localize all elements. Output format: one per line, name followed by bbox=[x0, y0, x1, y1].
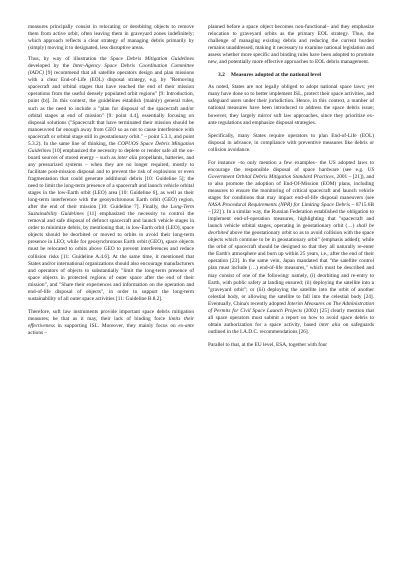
paragraph bbox=[28, 309, 194, 337]
emphasized-text: ex-ante bbox=[178, 322, 194, 329]
emphasized-text: shall be deorbited bbox=[208, 223, 374, 237]
text-run: (2002) [25] clearly mention that all space operators must submit a report on how to avoid space debris to obtain authorization for a space activity, based bbox=[208, 307, 374, 328]
emphasized-text: Interim Measures on The Administration of Permits for Civil Space Launch Projects bbox=[208, 300, 374, 314]
text-run: – 8715.6B – [22] ). In a similar way, the Russian Federation established the obligation to implement end-of-operation measures, highlighting that "spacecraft and launch vehicle orbital stages, operating in geostationary orbit (…) bbox=[208, 202, 374, 230]
emphasized-text: Long-Term Sustainability Guidelines bbox=[28, 204, 194, 218]
text-run: on safeguards outlined in the I.A.D.C. recommendations [26]. bbox=[208, 321, 374, 335]
emphasized-text: Space Debris Mitigation Guidelines bbox=[110, 56, 194, 63]
emphasized-text: inter alia bbox=[318, 321, 341, 328]
paragraph: planned before a space object becomes non-functional– and they emphasize relocation to graveyard orbits as the primary EOL strategy. Thus, the challenge of managing existing debris and reducing the current burden remains unaddressed, making it necessary to examine national legislation and assess whether more specific and binding rules have been adopted to promote new, and potentially more effective approaches to EOL debris management. bbox=[208, 24, 374, 66]
text-run: Thus, by way of illustration the bbox=[28, 56, 111, 63]
paragraph: As noted, States are not legally obliged to adopt national space laws; yet many have done so to better implement ISL, protect their space activities, and safeguard users under their jurisdiction. Hence, in this context, a number of national measures have been introduced to address the space debris issue; however, they largely mirror soft law approaches, since they prioritize ex-ante regulations and emphasize disposal strategies. bbox=[208, 84, 374, 126]
paragraph bbox=[28, 56, 194, 303]
paragraph: measures principally consist in relocating or deorbiting objects to remove them from active orbit, often leaving them in graveyard zones indefinitely; which approach reflects a clear strategy of managing debris primarily by (simply) moving it to designated, less disruptive areas. bbox=[28, 24, 194, 52]
text-run: actions – bbox=[28, 329, 48, 336]
right-column bbox=[208, 24, 374, 565]
text-run: , 2001 – [21]), and to also promote the adoption of End-Of-Mission (EOM) plans, including measures to ensure the monitoring of critical spacecraft and launch vehicle stages for conditions that may impact end-of-life disposal maneuvers (see bbox=[208, 173, 375, 201]
text-run: For instance –to only mention a few examples– the US adopted laws to encourage the responsible disposal of space hardware (see e.g. bbox=[208, 159, 374, 173]
section-number: 3.2 bbox=[218, 72, 225, 79]
text-run: Therefore, soft law instruments provide important space debris mitigation measures; be that as it may, their lack of binding force bbox=[28, 308, 194, 322]
paragraph: Specifically, many States require operators to plan End-of-Life (EOL) disposal in advance, in compliance with preventive measures like debris or collision avoidance. bbox=[208, 132, 374, 153]
text-run: in supporting ISL. Moreover, they mainly focus on bbox=[54, 322, 179, 329]
text-run: [10] emphasized the necessity to deplete or render safe all the on-board sources of stored energy – such as bbox=[28, 147, 194, 161]
emphasized-text: US Government Orbital Debris Mitigation Standard Practices bbox=[208, 166, 374, 180]
text-run: [9] recommend that all satellite operators design and plan missions with a clear End-of-Life (EOL) disposal strategy, e.g. by "Removing spacecraft and orbital stages that have reached the end of their mission operations from the useful densely populated orbit regions" [9: Introduction, point (b)]. In this context, the guidelines establish (mainly) general rules, such as the need to include a "plan for disposal of the spacecraft and/or orbital stages at end of mission" [9: point 4.4], essentially focusing on disposal solutions ("Spacecraft that have terminated their mission should be manoeuvred far enough away from GEO so as not to cause interference with spacecraft or orbital stage still in geostationary orbit." – point 5.3.1, and point 5.3.2). In the same line of thinking, the bbox=[28, 70, 194, 147]
left-column bbox=[28, 24, 194, 565]
emphasized-text: NASA Procedural Requirements (NPR) for Limiting Space Debris bbox=[208, 202, 350, 209]
section-heading bbox=[218, 72, 374, 79]
emphasized-text: Inter-Agency Space Debris Coordination Committee (IADC) bbox=[28, 63, 194, 77]
text-run: [11] emphasized the necessity to control the removal and safe disposal of defunct spacecraft and launch vehicle stages in order to minimize debris, by mentioning that, in low-Earth orbit (LEO), space objects should be deorbited or moved to orbits to avoid their long-term presence in LEO; while for geosynchronous Earth orbit (GEO), space objects must be relocated to orbits above GEO to prevent interferences and reduce collision risks [11: Guideline A.4.6]. At the same time, it mentioned that States and/or international organizations should also encourage manufacturers and operators of objects to substantially "limit the long-term presence of space objects in protected regions of outer space after the end of their mission", and "Share their experiences and information on the operation and end-of-life disposal of objects", in order to support the long-term sustainability of all outer space activities [11: Guideline B.8.2]. bbox=[28, 211, 194, 302]
emphasized-text: inter alia bbox=[117, 154, 138, 161]
text-run: propellants, batteries, and any pressurized systems – when they are no longer required, mostly to facilitate post-mission disposal and to prevent the risk of explosions or even fragmentation that could generate additional debris [10: Guideline 5]; the need to limit the long-term presence of a spacecraft and launch vehicle orbital stages in the low-Earth orbit (LEO) area [10: Guideline 6], as well as their long-term interference with the geosynchronous Earth orbit (GEO) region, after the end of their mission [10: Guideline 7]. Finally, the bbox=[28, 154, 194, 211]
section-title: Measures adopted at the national level bbox=[230, 72, 322, 79]
text-run: developed by the bbox=[28, 63, 73, 70]
text-run: above the geostationary orbit so as to avoid collision with the space objects which continue to be in geostationary orbit" (emphasis added); while the orbit of spacecraft should be designed so that they all naturally re-enter the Earth's atmosphere and burn up within 25 years, i.e., after the end of their operation [23]. In the same vein, Japan mandated that "the satellite control plan must include (…) end-of-life measures," which must be described and may consist of one of the following: namely, (i) deorbiting and re-entry to Earth, with public safety at landing ensured; (ii) deploying the satellite into a "graveyard orbit"; or (iii) deploying the satellite into the orbit of another celestial body, or allowing the satellite to fall into the celestial body [24]. Eventually, China's recently adopted bbox=[208, 230, 374, 307]
emphasized-text: COPUOS Space Debris Mitigation Guidelines bbox=[28, 140, 194, 154]
emphasized-text: limits their effectiveness bbox=[28, 315, 194, 329]
paragraph: Parallel to that, at the EU level, ESA, together with four bbox=[208, 341, 328, 348]
paragraph bbox=[208, 160, 374, 336]
